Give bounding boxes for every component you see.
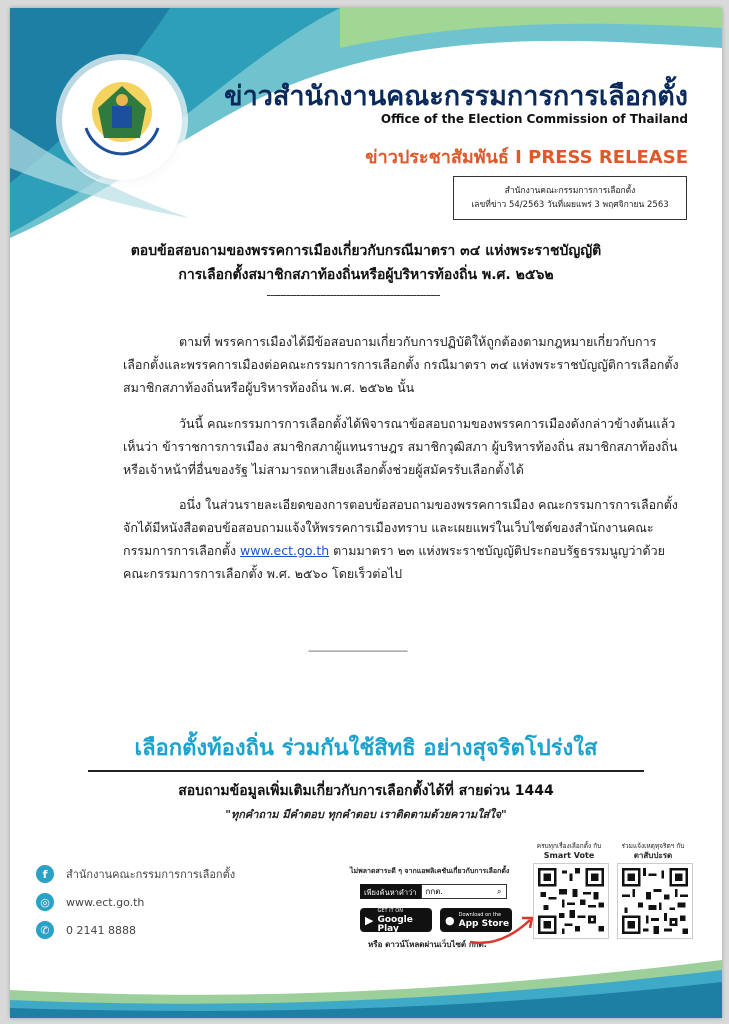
globe-icon: ◎ (36, 893, 54, 911)
apple-icon: ● (445, 913, 455, 927)
download-website-text: หรือ ดาวน์โหลดผ่านเว็บไซต์ กกต. (368, 940, 487, 949)
google-play-text: Google Play (377, 914, 413, 934)
phone-label: 0 2141 8888 (66, 923, 136, 937)
app-store-small-text: Download on the (458, 912, 502, 918)
body-paragraph-3 (123, 493, 683, 585)
ect-website-link[interactable]: www.ect.go.th (240, 543, 330, 558)
footer-band-decoration (10, 956, 722, 1018)
contact-website[interactable] (36, 892, 144, 912)
reference-office: สำนักงานคณะกรรมการการเลือกตั้ง (504, 186, 636, 196)
subject-line-1: ตอบข้อสอบถามของพรรคการเมืองเกี่ยวกับกรณีมาตรา ๓๔ แห่งพระราชบัญญัติ (130, 243, 602, 259)
body-paragraph-2 (123, 412, 683, 481)
qr2-caption: ร่วมแจ้งเหตุทุจริตฯ กับ (621, 842, 685, 850)
search-value: กกต. (425, 887, 443, 896)
hotline-text: สอบถามข้อมูลเพิ่มเติมเกี่ยวกับการเลือกตั้งได้ที่ สายด่วน 1444 (178, 783, 554, 799)
google-play-icon: ▶ (365, 913, 374, 927)
motto-quote: "ทุกคำถาม มีคำตอบ ทุกคำตอบ เราติดตามด้วยความใส่ใจ" (225, 808, 507, 821)
phone-icon: ✆ (36, 921, 54, 939)
subject-divider: ---------------------------------------------------- (266, 288, 440, 302)
search-box (421, 884, 507, 899)
reference-box (453, 176, 687, 220)
paragraph-3-text-after: ตามมาตรา ๒๓ แห่งพระราชบัญญัติประกอบรัฐธรรมนูญว่าด้วยคณะกรรมการการเลือกตั้ง พ.ศ. ๒๕๖๐ โดยเร็วต่อไป (123, 543, 665, 581)
body-paragraph-1 (123, 330, 683, 399)
paragraph-1-text: ตามที่ พรรคการเมืองได้มีข้อสอบถามเกี่ยวกับการปฏิบัติให้ถูกต้องตามกฎหมายเกี่ยวกับการเลือกตั้งและพรรคการเมืองต่อคณะกรรมการการเลือกตั้ง กรณีมาตรา ๓๔ แห่งพระราชบัญญัติการเลือกตั้งสมาชิกสภาท้องถิ่นหรือผู้บริหารท้องถิ่น พ.ศ. ๒๕๖๒ นั้น (123, 334, 679, 395)
facebook-icon: f (36, 865, 54, 883)
smart-vote-qr-code[interactable] (534, 864, 608, 938)
qr2-title: ตาสับปะรด (633, 851, 673, 860)
press-release-page (10, 8, 722, 1018)
header-title-english: Office of the Election Commission of Thailand (380, 112, 688, 126)
campaign-slogan: เลือกตั้งท้องถิ่น ร่วมกันใช้สิทธิ อย่างสุจริตโปร่งใส (134, 736, 598, 761)
tasapparod-qr-code[interactable] (618, 864, 692, 938)
app-search-row (360, 884, 507, 899)
arrow-icon (468, 908, 538, 948)
reference-number: เลขที่ข่าว 54/2563 วันที่เผยแพร่ 3 พฤศจิกายน 2563 (471, 200, 669, 210)
paragraph-2-text: วันนี้ คณะกรรมการการเลือกตั้งได้พิจารณาข้อสอบถามของพรรคการเมืองดังกล่าวข้างต้นแล้ว เห็นว่า ข้าราชการการเมือง สมาชิกสภาผู้แทนราษฎร สมาชิกวุฒิสภา ผู้บริหารท้องถิ่น สมาชิกสภาท้องถิ่น หรือเจ้าหน้าที่อื่นของรัฐ ไม่สามารถหาเสียงเลือกตั้งช่วยผู้สมัครรับเลือกตั้งได้ (123, 416, 678, 477)
ect-logo-icon (72, 66, 172, 166)
paragraph-3-text-before: อนึ่ง ในส่วนรายละเอียดของการตอบข้อสอบถามของพรรคการเมือง คณะกรรมการการเลือกตั้งจักได้มีหนังสือตอบข้อสอบถามแจ้งให้พรรคการเมืองทราบ และเผยแพร่ในเว็บไซต์ของสำนักงานคณะกรรมการการเลือกตั้ง (123, 497, 678, 558)
app-store-text: App Store (458, 919, 510, 929)
smart-vote-qr-block (534, 842, 604, 942)
contact-facebook[interactable] (36, 864, 235, 884)
qr1-caption: ครบทุกเรื่องเลือกตั้ง กับ (536, 842, 602, 850)
slogan-rule (88, 770, 644, 772)
press-release-label: ข่าวประชาสัมพันธ์ I PRESS RELEASE (365, 147, 688, 168)
end-divider: -------------------------------------- (308, 646, 408, 657)
tasapparod-qr-block (618, 842, 688, 942)
subject-line-2: การเลือกตั้งสมาชิกสภาท้องถิ่นหรือผู้บริหารท้องถิ่น พ.ศ. ๒๕๖๒ (178, 267, 554, 283)
google-play-badge[interactable] (360, 908, 432, 932)
header-title-thai: ข่าวสำนักงานคณะกรรมการการเลือกตั้ง (224, 81, 688, 112)
facebook-label: สำนักงานคณะกรรมการการเลือกตั้ง (66, 868, 236, 881)
google-play-small-text: GET IT ON (377, 907, 403, 914)
website-label: www.ect.go.th (66, 895, 145, 909)
search-label: เพียงค้นหาคำว่า (360, 884, 421, 899)
search-icon: ⌕ (497, 886, 502, 896)
app-tagline: ไม่พลาดสาระดี ๆ จากแอพลิเคชันเกี่ยวกับการเลือกตั้ง (350, 867, 510, 875)
qr1-title: Smart Vote (543, 851, 595, 860)
contact-phone[interactable] (36, 920, 136, 940)
